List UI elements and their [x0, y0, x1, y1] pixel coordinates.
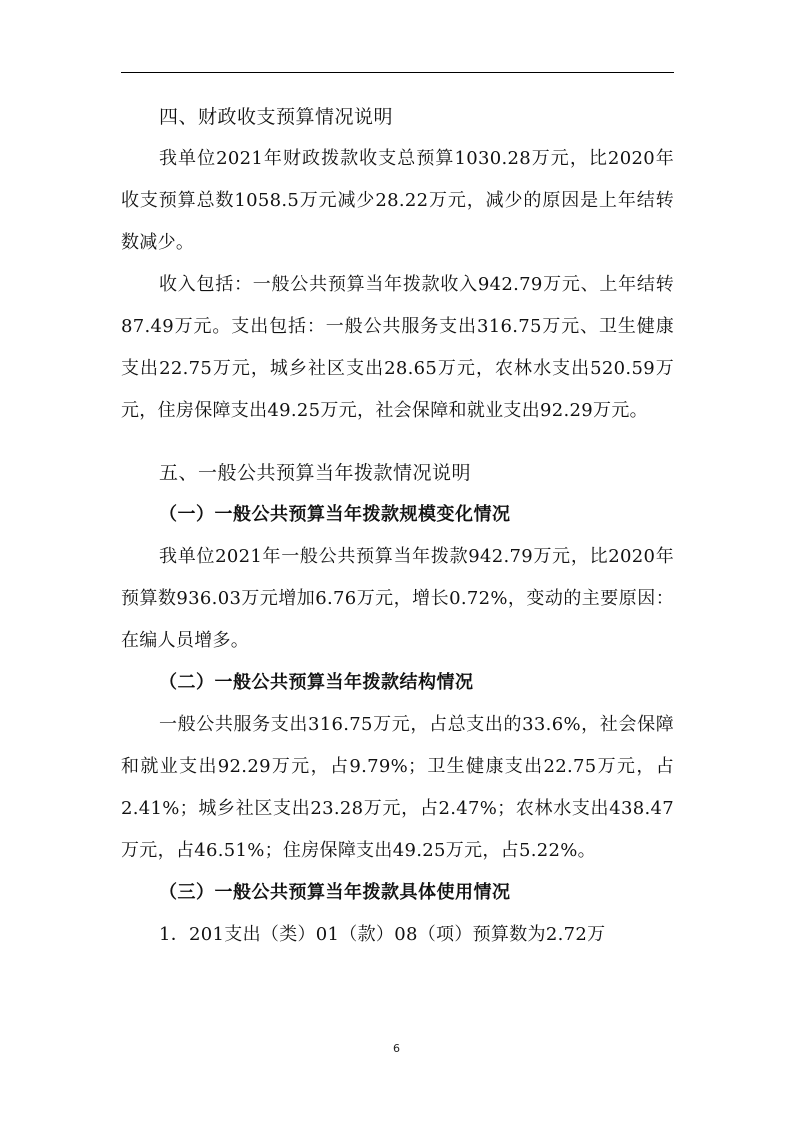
subsection-3-heading: （三）一般公共预算当年拨款具体使用情况 [159, 882, 511, 903]
subsection-2-paragraph: 一般公共服务支出316.75万元，占总支出的33.6%，社会保障和就业支出92.29万元，占9.79%；卫生健康支出22.75万元，占2.41%；城乡社区支出23.28万元，占2.47%；农林水支出438.47万元，占46.51%；住房保障支出49.25万元，占5.22%。 [121, 714, 674, 861]
section-spacer [121, 432, 674, 452]
section-4-paragraph-1: 我单位2021年财政拨款收支总预算1030.28万元，比2020年收支预算总数1058.5万元减少28.22万元，减少的原因是上年结转数减少。 [121, 148, 674, 253]
subsection-2-heading: （二）一般公共预算当年拨款结构情况 [159, 672, 474, 693]
section-5-heading: 五、一般公共预算当年拨款情况说明 [159, 462, 472, 484]
document-body [121, 96, 674, 956]
page-number: 6 [393, 1042, 400, 1055]
section-4-heading: 四、财政收支预算情况说明 [159, 106, 394, 128]
section-4-paragraph-2: 收入包括：一般公共预算当年拨款收入942.79万元、上年结转87.49万元。支出包括：一般公共服务支出316.75万元、卫生健康支出22.75万元，城乡社区支出28.65万元，农林水支出520.59万元，住房保障支出49.25万元，社会保障和就业支出92.29万元。 [121, 274, 674, 421]
subsection-3-paragraph: 1．201支出（类）01（款）08（项）预算数为2.72万 [159, 924, 606, 945]
header-rule [121, 72, 674, 73]
subsection-1-paragraph: 我单位2021年一般公共预算当年拨款942.79万元，比2020年预算数936.03万元增加6.76万元，增长0.72%，变动的主要原因：在编人员增多。 [121, 546, 674, 651]
subsection-1-heading: （一）一般公共预算当年拨款规模变化情况 [159, 504, 511, 525]
